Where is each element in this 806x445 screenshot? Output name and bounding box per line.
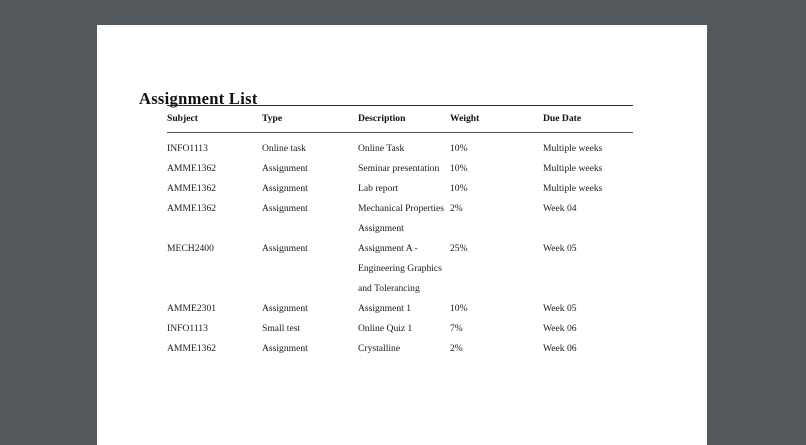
cell-subject: INFO1113 — [167, 143, 208, 154]
cell-weight: 2% — [450, 203, 463, 214]
cell-description: Crystalline — [358, 343, 401, 354]
table-header — [167, 106, 633, 133]
table-row — [167, 299, 633, 319]
table-header-row — [167, 106, 633, 133]
cell-type: Small test — [262, 323, 301, 334]
cell-type: Assignment — [262, 343, 308, 354]
cell-description: Seminar presentation — [358, 163, 440, 174]
cell-subject: AMME1362 — [167, 163, 217, 174]
table-row — [167, 179, 633, 199]
table-row — [167, 339, 633, 359]
cell-weight: 10% — [450, 163, 468, 174]
cell-type: Online task — [262, 143, 306, 154]
table-row — [167, 139, 633, 159]
cell-type: Assignment — [262, 203, 308, 214]
column-header-due-date: Due Date — [543, 106, 633, 133]
cell-description: Mechanical Properties Assignment — [358, 203, 445, 234]
cell-due_date: Week 06 — [543, 343, 577, 354]
cell-due_date: Week 05 — [543, 243, 577, 254]
assignment-list-table — [167, 105, 633, 359]
cell-type: Assignment — [262, 183, 308, 194]
cell-description: Assignment A - Engineering Graphics and Tolerancing — [358, 243, 442, 294]
table-row — [167, 199, 633, 239]
column-header-type: Type — [262, 106, 358, 133]
table-row — [167, 319, 633, 339]
cell-weight: 10% — [450, 183, 468, 194]
table-row — [167, 159, 633, 179]
column-header-subject: Subject — [167, 106, 262, 133]
cell-type: Assignment — [262, 243, 308, 254]
cell-description: Online Quiz 1 — [358, 323, 413, 334]
cell-due_date: Week 05 — [543, 303, 577, 314]
cell-weight: 10% — [450, 143, 468, 154]
cell-subject: AMME2301 — [167, 303, 217, 314]
cell-due_date: Multiple weeks — [543, 183, 603, 194]
column-header-weight: Weight — [450, 106, 543, 133]
cell-weight: 10% — [450, 303, 468, 314]
cell-description: Online Task — [358, 143, 405, 154]
cell-due_date: Week 06 — [543, 323, 577, 334]
cell-subject: AMME1362 — [167, 183, 217, 194]
cell-subject: AMME1362 — [167, 203, 217, 214]
cell-subject: INFO1113 — [167, 323, 208, 334]
document-page — [97, 25, 707, 445]
cell-description: Lab report — [358, 183, 399, 194]
page-title: Assignment List — [139, 89, 258, 108]
cell-subject: MECH2400 — [167, 243, 214, 254]
cell-description: Assignment 1 — [358, 303, 412, 314]
cell-due_date: Multiple weeks — [543, 143, 603, 154]
cell-due_date: Week 04 — [543, 203, 577, 214]
cell-type: Assignment — [262, 163, 308, 174]
cell-type: Assignment — [262, 303, 308, 314]
cell-due_date: Multiple weeks — [543, 163, 603, 174]
cell-weight: 25% — [450, 243, 468, 254]
table-row — [167, 239, 633, 299]
table — [167, 105, 633, 359]
column-header-description: Description — [358, 106, 450, 133]
table-body — [167, 133, 633, 360]
cell-subject: AMME1362 — [167, 343, 217, 354]
cell-weight: 7% — [450, 323, 463, 334]
cell-weight: 2% — [450, 343, 463, 354]
